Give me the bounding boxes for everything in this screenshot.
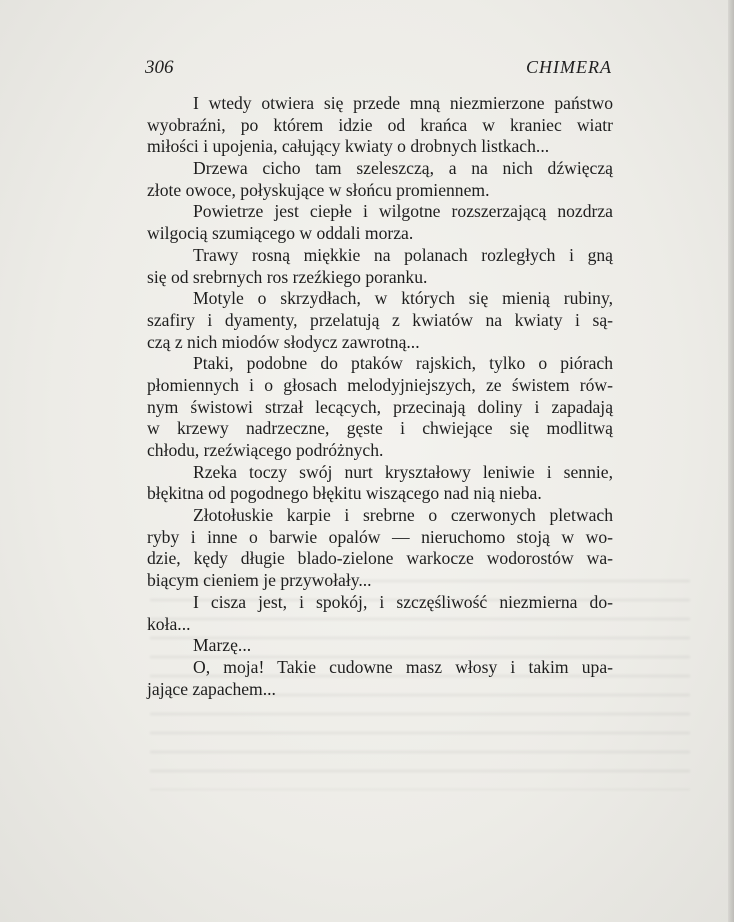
- text-line: czą z nich miodów słodycz zawrotną...: [147, 331, 420, 352]
- text-line: wyobraźni, po którem idzie od krańca w kraniec wiatr: [147, 114, 613, 135]
- text-line: chłodu, rzeźwiącego podróżnych.: [147, 440, 384, 460]
- running-title: CHIMERA: [526, 57, 612, 77]
- text-line: Rzeka toczy swój nurt kryształowy leniwie i sennie,: [193, 461, 613, 482]
- body-text: [147, 93, 613, 700]
- text-line: złote owoce, połyskujące w słońcu promiennem.: [147, 179, 490, 200]
- text-line: Motyle o skrzydłach, w których się mienią rubiny,: [193, 288, 613, 309]
- text-line: biącym cieniem je przywołały...: [147, 570, 372, 591]
- text-line: szafiry i dyamenty, przelatują z kwiatów na kwiaty i są-: [147, 309, 613, 330]
- page-edge: [728, 0, 734, 922]
- text-line: się od srebrnych ros rzeźkiego poranku.: [147, 266, 428, 287]
- text-line: koła...: [147, 613, 191, 634]
- page-number: 306: [145, 57, 174, 78]
- text-line: Trawy rosną miękkie na polanach rozległych i gną: [193, 244, 613, 265]
- text-line: Ptaki, podobne do ptaków rajskich, tylko o piórach: [193, 353, 613, 374]
- text-line: O, moja! Takie cudowne masz włosy i takim upa-: [193, 656, 613, 677]
- running-head: [145, 57, 612, 83]
- text-line: Powietrze jest ciepłe i wilgotne rozszerzającą nozdrza: [193, 201, 613, 222]
- text-line: płomiennych i o głosach melodyjniejszych, ze świstem rów-: [147, 374, 613, 395]
- text-line: ryby i inne o barwie opalów — nieruchomo stoją w wo-: [147, 526, 613, 547]
- text-line: dzie, kędy długie blado-zielone warkocze wodorostów wa-: [147, 548, 613, 569]
- text-line: jające zapachem...: [147, 678, 276, 699]
- text-line: błękitna od pogodnego błękitu wiszącego nad nią nieba.: [147, 483, 542, 504]
- text-line: Marzę...: [193, 635, 252, 656]
- text-line: I wtedy otwiera się przede mną niezmierzone państwo: [193, 93, 613, 113]
- text-line: wilgocią szumiącego w oddali morza.: [147, 223, 414, 244]
- text-line: I cisza jest, i spokój, i szczęśliwość niezmierna do-: [193, 591, 613, 612]
- text-line: nym świstowi strzał lecących, przecinają doliny i zapadają: [147, 396, 613, 417]
- text-line: Złotołuskie karpie i srebrne o czerwonych pletwach: [193, 505, 613, 526]
- text-line: w krzewy nadrzeczne, gęste i chwiejące się modlitwą: [147, 418, 613, 439]
- text-line: Drzewa cicho tam szeleszczą, a na nich dźwięczą: [193, 158, 613, 179]
- text-line: miłości i upojenia, całujący kwiaty o drobnych listkach...: [147, 136, 550, 157]
